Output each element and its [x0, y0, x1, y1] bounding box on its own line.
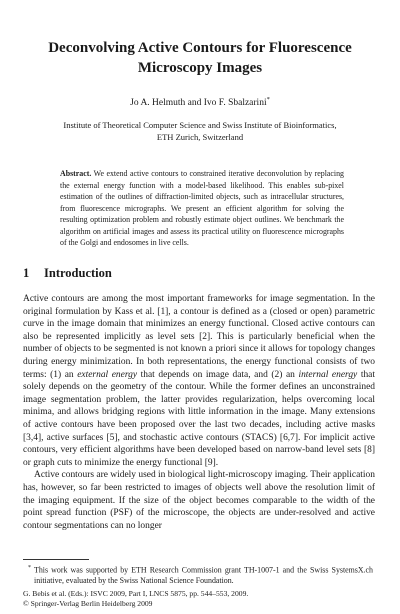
abstract: [60, 168, 344, 249]
affiliation: [30, 120, 370, 143]
section-number: 1: [23, 266, 30, 280]
footnote: [23, 563, 373, 586]
footnote-mark: *: [28, 565, 31, 571]
affiliation-line-1: Institute of Theoretical Computer Science and Swiss Institute of Bioinformatics,: [63, 120, 337, 130]
paragraph-1: [23, 293, 375, 469]
body-text: [23, 293, 375, 532]
affiliation-line-2: ETH Zurich, Switzerland: [156, 131, 244, 142]
author-line: [30, 94, 370, 109]
paragraph-2: Active contours are widely used in biological light-microscopy imaging. Their application has, however, so far been restricted to images of objects well above the resolution limit of the imaging equipment. If the size of the object becomes comparable to the width of the point spread function (PSF) of the microscope, the objects are under-resolved and active contour segmentations can no longer: [23, 470, 375, 531]
paragraph-1-part-1: Active contours are among the most important frameworks for image segmentation. In the original formulation by Kass et al. [1], a contour is defined as a (closed or open) parametric curve in the image domain that minimizes an energy functional. Closed active contours can also be represented implicitly as level sets [2]. This is particularly beneficial when the number of objects to be segmented is not known a priori since it allows for topology changes during energy minimization. In both representations, the energy functional consists of two terms: (1) an: [23, 294, 375, 380]
abstract-text: We extend active contours to constrained iterative deconvolution by replacing the external energy function with a model-based likelihood. This enables sub-pixel estimation of the outlines of diffraction-limited objects, such as intracellular structures, from fluorescence micrographs. We present an efficient algorithm for solving the resulting optimization problem and robustly estimate object outlines. We benchmark the algorithm on artificial images and assess its practical utility on fluorescence micrographs of the Golgi and endosomes in live cells.: [60, 169, 344, 247]
emphasis-internal-energy: internal energy: [298, 369, 358, 380]
paragraph-1-part-2: that depends on image data, and (2) an: [137, 369, 299, 380]
section-title: Introduction: [44, 266, 112, 280]
author-footnote-mark: *: [266, 96, 270, 103]
paragraph-1-part-3: that solely depends on the geometry of the contour. While the former defines an unconstrained image segmentation problem, the latter provides regularization, helps overcoming local minima, and allows bridging regions with little information in the image. Many extensions of active contours have been proposed over the last two decades, including active masks [3,4], active surfaces [5], and stochastic active contours (STACS) [6,7]. For implicit active contours, very efficient algorithms have been developed based on narrow-band level sets [8] or graph cuts to minimize the energy functional [9].: [23, 369, 375, 468]
footnote-text: This work was supported by ETH Research Commission grant TH-1007-1 and the Swiss SystemsX.ch initiative, evaluated by the Swiss National Science Foundation.: [34, 565, 373, 585]
paper-title: Deconvolving Active Contours for Fluorescence Microscopy Images: [48, 40, 352, 76]
emphasis-external-energy: external energy: [77, 369, 138, 380]
abstract-label: Abstract.: [60, 169, 92, 178]
section-heading: [23, 265, 112, 281]
imprint-line-1: G. Bebis et al. (Eds.): ISVC 2009, Part I, LNCS 5875, pp. 544–553, 2009.: [23, 589, 249, 598]
authors: Jo A. Helmuth and Ivo F. Sbalzarini: [130, 98, 267, 109]
footnote-rule: [23, 559, 89, 560]
imprint: [23, 589, 248, 608]
imprint-line-2: © Springer-Verlag Berlin Heidelberg 2009: [23, 598, 153, 608]
